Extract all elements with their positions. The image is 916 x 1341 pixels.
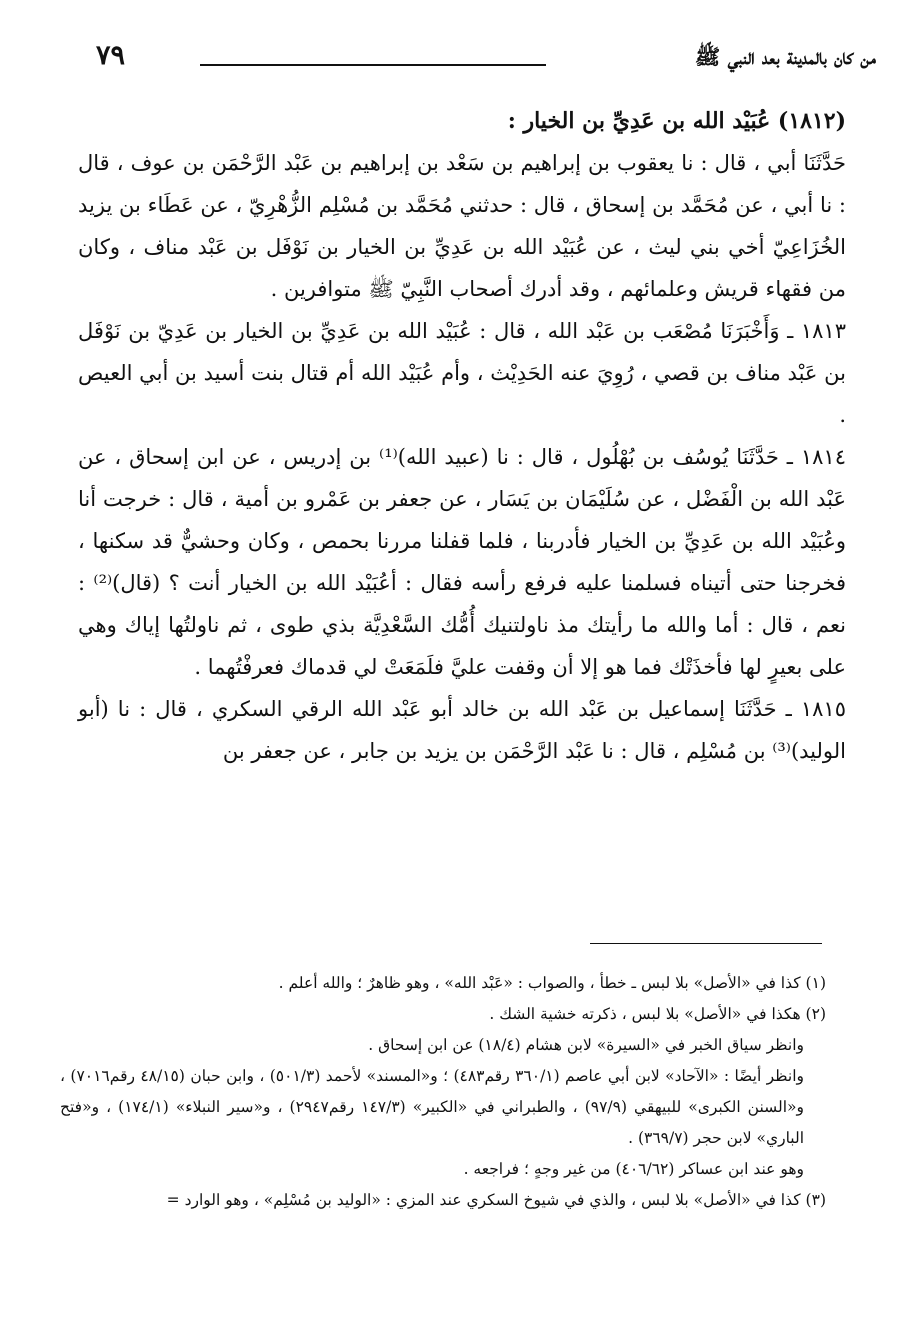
- page-number: ٧٩: [96, 40, 126, 71]
- footnotes: [60, 968, 826, 1216]
- entry-paragraph: حَدَّثَنَا أبي ، قال : نا يعقوب بن إبراهيم بن سَعْد بن إبراهيم بن عَبْد الرَّحْمَن بن عوف ، قال : نا أبي ، عن مُحَمَّد بن إسحاق ، قال : حدثني مُحَمَّد بن مُسْلِم الزُّهْرِيّ ، عن عَطَاء بن يزيد الخُزَاعِيّ أخي بني ليث ، عن عُبَيْد الله بن عَدِيِّ بن الخيار بن نَوْفَل بن عَبْد مناف ، وكان من فقهاء قريش وعلمائهم ، وقد أدرك أصحاب النَّبِيّ ﷺ متوافرين .: [78, 151, 847, 301]
- entry-title: (١٨١٢) عُبَيْد الله بن عَدِيِّ بن الخيار :: [507, 108, 846, 134]
- footnote: (٢) هكذا في «الأصل» بلا لبس ، ذكرته خشية الشك .: [489, 1005, 826, 1023]
- footnote: (١) كذا في «الأصل» بلا لبس ـ خطأ ، والصواب : «عَبْد الله» ، وهو ظاهرٌ ؛ والله أعلم .: [278, 974, 826, 992]
- page-header: [60, 38, 876, 78]
- entry-paragraph: ١٨١٥ ـ حَدَّثَنَا إسماعيل بن عَبْد الله بن خالد أبو عَبْد الله الرقي السكري ، قال : نا (أبو الوليد)⁽³⁾ بن مُسْلِم ، قال : نا عَبْد الرَّحْمَن بن يزيد بن جابر ، عن جعفر بن: [78, 697, 846, 763]
- entry-paragraph: ١٨١٣ ـ وَأَخْبَرَنَا مُصْعَب بن عَبْد الله ، قال : عُبَيْد الله بن عَدِيِّ بن الخيار بن عَدِيّ بن نَوْفَل بن عَبْد مناف بن قصي ، رُوِيَ عنه الحَدِيْث ، وأم عُبَيْد الله أم قتال بنت أسيد بن أبي العيص .: [78, 319, 846, 427]
- footnote: (٣) كذا في «الأصل» بلا لبس ، والذي في شيوخ السكري عند المزي : «الوليد بن مُسْلِم» ، وهو الوارد =: [166, 1191, 826, 1209]
- footnote-continuation: وانظر سياق الخبر في «السيرة» لابن هشام (١٨/٤) عن ابن إسحاق .: [368, 1036, 804, 1054]
- footnote-continuation: وانظر أيضًا : «الآحاد» لابن أبي عاصم (٣٦٠/١ رقم٤٨٣) ؛ و«المسند» لأحمد (٥٠١/٣) ، وابن حبان (٤٨/١٥ رقم٧٠١٦) ، و«السنن الكبرى» للبيهقي (٩٧/٩) ، والطبراني في «الكبير» (١٤٧/٣ رقم٢٩٤٧) ، و«سير النبلاء» (١٧٤/١) ، و«فتح الباري» لابن حجر (٣٦٩/٧) .: [60, 1067, 805, 1147]
- main-text: [78, 100, 846, 772]
- footnote-separator: [590, 943, 822, 944]
- header-rule: [200, 64, 546, 66]
- footnote-continuation: وهو عند ابن عساكر (٤٠٦/٦٢) من غير وجهٍ ؛ فراجعه .: [463, 1160, 804, 1178]
- running-head: من كان بالمدينة بعد النبي ﷺ: [694, 44, 876, 69]
- entry-paragraph: ١٨١٤ ـ حَدَّثَنَا يُوسُف بن بُهْلُول ، قال : نا (عبيد الله)⁽¹⁾ بن إدريس ، عن ابن إسحاق ، عن عَبْد الله بن الْفَضْل ، عن سُلَيْمَان بن يَسَار ، عن جعفر بن عَمْرو بن أمية ، قال : خرجت أنا وعُبَيْد الله بن عَدِيِّ بن الخيار فأدربنا ، فلما قفلنا مررنا بحمص ، وكان وحشيٌّ قد سكنها ، فخرجنا حتى أتيناه فسلمنا عليه فرفع رأسه فقال : أعُبَيْد الله بن الخيار أنت ؟ (قال)⁽²⁾ : نعم ، قال : أما والله ما رأيتك مذ ناولتنيك أُمُّك السَّعْدِيَّة بذي طوى ، ثم ناولتُها إياك وهي على بعيرٍ لها فأخذَتْك فما هو إلا أن وقفت عليَّ فلَمَعَتْ لي قدماك فعرفْتُهما .: [78, 445, 846, 679]
